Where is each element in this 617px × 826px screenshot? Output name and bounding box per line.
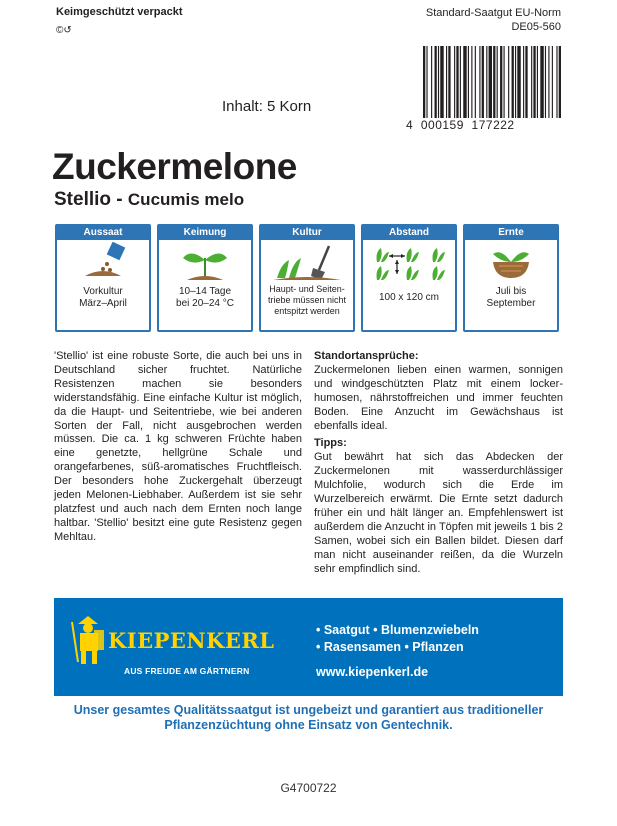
- variety-name: Stellio: [54, 189, 112, 210]
- spade-plant-icon: [267, 242, 347, 282]
- cultivation-icons: [55, 224, 559, 332]
- website-link[interactable]: www.kiepenkerl.de: [316, 665, 429, 679]
- icon-keimung: [157, 224, 253, 332]
- icon-keimung-head: Keimung: [159, 226, 251, 240]
- barcode: [421, 46, 561, 118]
- icon-abstand-head: Abstand: [363, 226, 455, 240]
- brand-name: KIEPENKERL: [108, 628, 275, 653]
- icon-ernte-head: Ernte: [465, 226, 557, 240]
- subtitle-separator: -: [111, 189, 128, 210]
- packaging-note: Keimgeschützt verpackt: [56, 6, 183, 18]
- icon-ernte-text: Juli bis September: [486, 286, 536, 309]
- harvest-basket-icon: [471, 242, 551, 282]
- tipps-heading: Tipps:: [314, 437, 347, 450]
- description-text: 'Stellio' ist eine robuste Sorte, die auch bei uns in Deutschland sicher fruchtet. Natürliche Resistenzen machen sie besonders widerstandsfähig. Eine einfache Kultur ist möglich, da die Haupt- und Seitentriebe, wie bei anderen Sorten der Fall, nicht ausgebrochen werden müssen. Die ca. 1 kg schweren Früchte haben eine genetzte, hellgrüne Schale und orangefarbenes, süß-aromatisches Fruchtfleisch. Der besonders hohe Zuckergehalt überzeugt jeden Melonen-Liebhaber. Außerdem ist sie sehr platzfest und auch nach dem Ernten noch lange haltbar. 'Stellio' besitzt eine gute Resistenz gegen Mehltau.: [54, 350, 302, 543]
- icon-keimung-text: 10–14 Tage bei 20–24 °C: [176, 286, 234, 309]
- icon-aussaat: [55, 224, 151, 332]
- article-number: G4700722: [280, 781, 337, 795]
- copyleft-symbol: ©↺: [56, 25, 72, 36]
- growing-info: [314, 350, 563, 578]
- standard-info: [426, 6, 561, 34]
- icon-ernte: [463, 224, 559, 332]
- product-range-line-1: • Saatgut • Blumenzwiebeln: [316, 623, 479, 637]
- icon-kultur-head: Kultur: [261, 226, 353, 240]
- product-name: Zuckermelone: [52, 146, 297, 187]
- brand-slogan: AUS FREUDE AM GÄRTNERN: [124, 666, 250, 676]
- kiepenkerl-figure-icon: [68, 614, 112, 666]
- latin-name: Cucumis melo: [127, 190, 245, 209]
- icon-abstand: [361, 224, 457, 332]
- icon-kultur-text: Haupt- und Seiten- triebe müssen nicht entspitzt werden: [267, 284, 347, 316]
- standard-label: Standard-Saatgut EU-Norm: [425, 7, 561, 19]
- brand-banner: [54, 598, 563, 696]
- spacing-icon: [369, 242, 449, 282]
- seedling-icon: [165, 242, 245, 282]
- tipps-text: Gut bewährt hat sich das Abdecken der Zuckermelonen mit wasserdurchlässiger Mulchfolie, wodurch sich die Erde im Wurzelbereich erwärmt. Die Ernte setzt dadurch früher ein und hält länger an. Empfehlenswert ist außerdem die Anzucht in Töpfen mit jeweils 1 bis 2 Samen, wobei sich ein Ballen bildet. Diesen darf man nicht auseinander reißen, da die Wurzeln sehr empfindlich sind.: [314, 451, 563, 575]
- product-subtitle: [54, 189, 244, 211]
- barcode-digits: 4 000159 177222: [406, 118, 515, 132]
- product-range-line-2: • Rasensamen • Pflanzen: [316, 640, 464, 654]
- content-amount: Inhalt: 5 Korn: [222, 98, 312, 115]
- icon-aussaat-text: Vorkultur März–April: [79, 286, 127, 309]
- seed-packet-icon: [63, 242, 143, 282]
- icon-aussaat-head: Aussaat: [57, 226, 149, 240]
- quality-guarantee: Unser gesamtes Qualitätssaatgut ist ungebeizt und garantiert aus traditioneller Pflanzenzüchtung ohne Einsatz von Gentechnik.: [73, 703, 544, 732]
- standort-heading: Standortansprüche:: [314, 350, 419, 362]
- product-range: [316, 622, 479, 656]
- standort-text: Zuckermelonen lieben einen warmen, sonnigen und windgeschützten Platz mit einem locker-humosen, nährstoffreichen und immer feuchten Boden. Eine Anzucht im Gewächshaus ist ebenfalls ideal.: [314, 363, 563, 432]
- icon-kultur: [259, 224, 355, 332]
- icon-abstand-text: 100 x 120 cm: [378, 292, 440, 303]
- standard-code: DE05-560: [511, 21, 561, 33]
